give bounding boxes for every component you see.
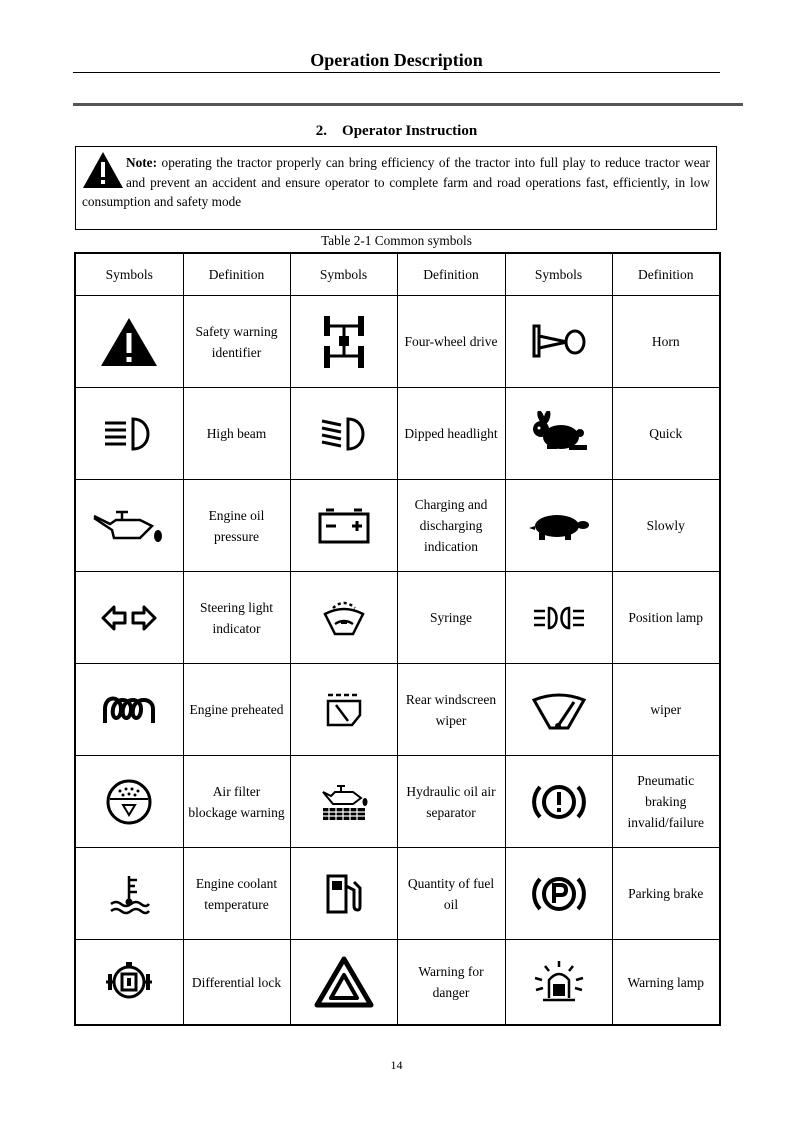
definition-cell: Parking brake [612, 848, 720, 940]
parking-brake-icon [505, 848, 612, 940]
header-rule [73, 72, 720, 73]
definition-cell: Position lamp [612, 572, 720, 664]
table-row [75, 940, 720, 1026]
table-caption: Table 2-1 Common symbols [321, 233, 472, 248]
hydraulic-oil-icon [290, 756, 397, 848]
horn-icon [505, 296, 612, 388]
turtle-icon [505, 480, 612, 572]
brake-warning-icon [505, 756, 612, 848]
table-row [75, 664, 720, 756]
page-number: 14 [390, 1058, 403, 1072]
table-row [75, 480, 720, 572]
section-heading: 2. Operator Instruction [315, 123, 478, 139]
definition-cell: Safety warning identifier [183, 296, 290, 388]
definition-cell: Air filter blockage warning [183, 756, 290, 848]
definition-cell: Charging and discharging indication [397, 480, 505, 572]
battery-icon [290, 480, 397, 572]
definition-cell: Slowly [612, 480, 720, 572]
column-header: Definition [612, 253, 720, 296]
table-row [75, 848, 720, 940]
page-header-title: Operation Description [310, 50, 483, 70]
warning-triangle-icon [82, 151, 124, 189]
column-header: Symbols [505, 253, 612, 296]
definition-cell: Engine coolant temperature [183, 848, 290, 940]
column-header: Symbols [75, 253, 183, 296]
wiper-icon [505, 664, 612, 756]
definition-cell: Pneumatic braking invalid/failure [612, 756, 720, 848]
definition-cell: Quantity of fuel oil [397, 848, 505, 940]
note-box [75, 146, 717, 230]
definition-cell: Warning lamp [612, 940, 720, 1026]
definition-cell: wiper [612, 664, 720, 756]
glow-plug-icon [75, 664, 183, 756]
safety-warning-icon [75, 296, 183, 388]
definition-cell: Dipped headlight [397, 388, 505, 480]
position-lamp-icon [505, 572, 612, 664]
rear-wiper-icon [290, 664, 397, 756]
fuel-pump-icon [290, 848, 397, 940]
oil-can-icon [75, 480, 183, 572]
definition-cell: Four-wheel drive [397, 296, 505, 388]
definition-cell: Syringe [397, 572, 505, 664]
definition-cell: High beam [183, 388, 290, 480]
rabbit-icon [505, 388, 612, 480]
table-row [75, 756, 720, 848]
table-header-row [75, 253, 720, 296]
definition-cell: Warning for danger [397, 940, 505, 1026]
washer-icon [290, 572, 397, 664]
common-symbols-table [74, 252, 721, 1026]
definition-cell: Horn [612, 296, 720, 388]
definition-cell: Engine oil pressure [183, 480, 290, 572]
definition-cell: Steering light indicator [183, 572, 290, 664]
column-header: Definition [183, 253, 290, 296]
column-header: Symbols [290, 253, 397, 296]
four-wheel-drive-icon [290, 296, 397, 388]
column-header: Definition [397, 253, 505, 296]
definition-cell: Hydraulic oil air separator [397, 756, 505, 848]
differential-lock-icon [75, 940, 183, 1026]
coolant-temperature-icon [75, 848, 183, 940]
section-divider [73, 103, 743, 106]
definition-cell: Rear windscreen wiper [397, 664, 505, 756]
air-filter-icon [75, 756, 183, 848]
definition-cell: Differential lock [183, 940, 290, 1026]
beacon-lamp-icon [505, 940, 612, 1026]
table-row [75, 296, 720, 388]
note-label: Note: [126, 155, 158, 170]
high-beam-icon [75, 388, 183, 480]
definition-cell: Engine preheated [183, 664, 290, 756]
note-text: operating the tractor properly can bring efficiency of the tractor into full play to reduce tractor wear and prevent an accident and ensure operator to complete farm and road operations fast, efficiently, in low consumption and safety mode [82, 155, 710, 209]
hazard-triangle-icon [290, 940, 397, 1026]
table-row [75, 572, 720, 664]
table-row [75, 388, 720, 480]
dipped-headlight-icon [290, 388, 397, 480]
turn-signal-icon [75, 572, 183, 664]
definition-cell: Quick [612, 388, 720, 480]
